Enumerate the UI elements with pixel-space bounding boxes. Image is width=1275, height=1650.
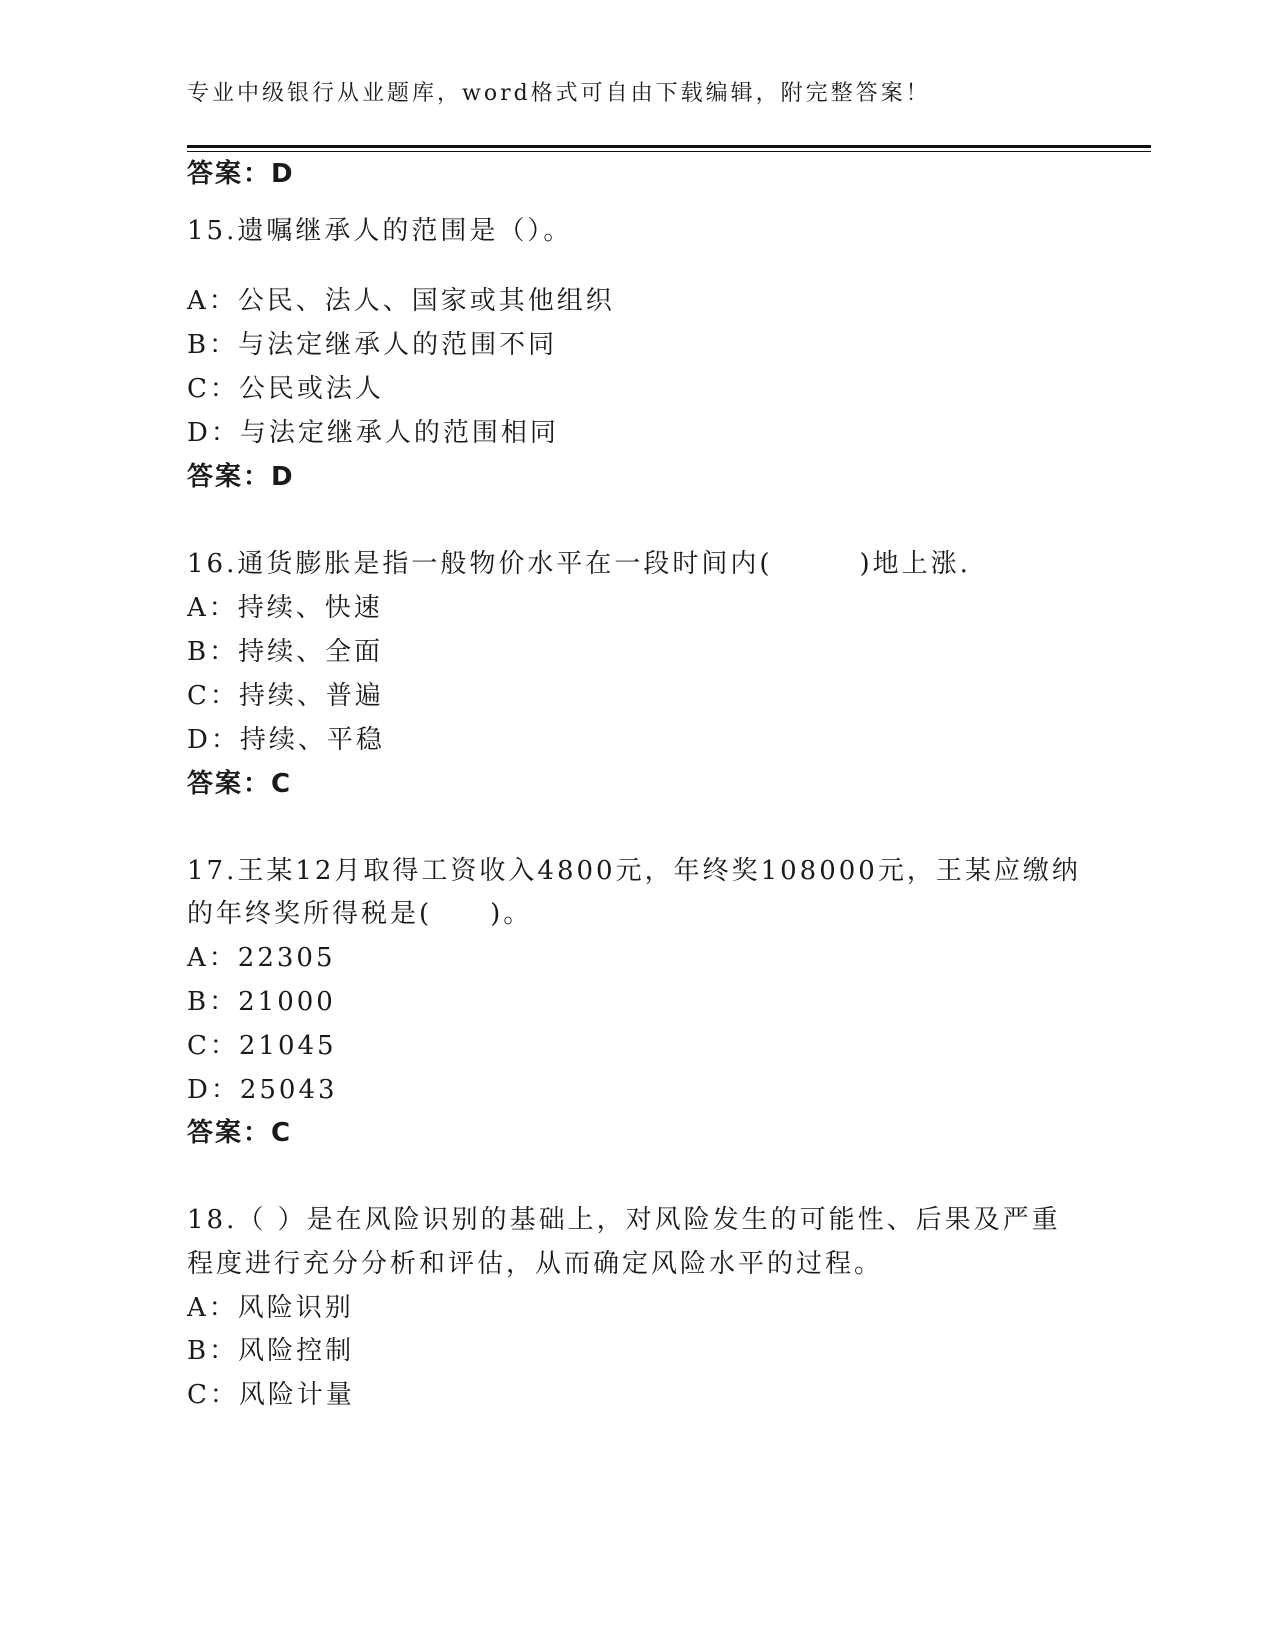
- option-line: C：风险计量: [187, 1380, 355, 1410]
- question-stem-line: 的年终奖所得税是( )。: [187, 899, 533, 929]
- answer-line: 答案：C: [187, 769, 293, 799]
- question-stem-line: 程度进行充分分析和评估，从而确定风险水平的过程。: [187, 1249, 884, 1279]
- option-line: B：持续、全面: [187, 637, 384, 667]
- option-line: A：风险识别: [187, 1293, 354, 1323]
- option-line: A：22305: [187, 943, 336, 973]
- question-stem: 15.遗嘱继承人的范围是（）。: [187, 216, 573, 246]
- option-line: D：与法定继承人的范围相同: [187, 418, 559, 448]
- option-line: B：21000: [187, 987, 336, 1017]
- option-line: C：21045: [187, 1031, 337, 1061]
- question-stem: 16.通货膨胀是指一般物价水平在一段时间内( )地上涨.: [187, 549, 971, 579]
- option-line: B：风险控制: [187, 1336, 355, 1366]
- option-line: D：25043: [187, 1075, 338, 1105]
- option-line: D：持续、平稳: [187, 725, 385, 755]
- question-stem-line: 18.（ ）是在风险识别的基础上，对风险发生的可能性、后果及严重: [187, 1205, 1061, 1235]
- option-line: C：持续、普遍: [187, 681, 384, 711]
- answer-line: 答案：D: [187, 159, 295, 189]
- option-line: A：持续、快速: [187, 593, 383, 623]
- header-rule-thick: [187, 145, 1151, 148]
- option-line: B：与法定继承人的范围不同: [187, 330, 558, 360]
- option-line: C：公民或法人: [187, 374, 384, 404]
- page-header: 专业中级银行从业题库，word格式可自由下载编辑，附完整答案！: [187, 81, 931, 106]
- answer-line: 答案：C: [187, 1118, 293, 1148]
- question-stem-line: 17.王某12月取得工资收入4800元，年终奖108000元，王某应缴纳: [187, 856, 1081, 886]
- header-rule-thin: [187, 151, 1151, 152]
- answer-line: 答案：D: [187, 462, 295, 492]
- option-line: A：公民、法人、国家或其他组织: [187, 286, 615, 316]
